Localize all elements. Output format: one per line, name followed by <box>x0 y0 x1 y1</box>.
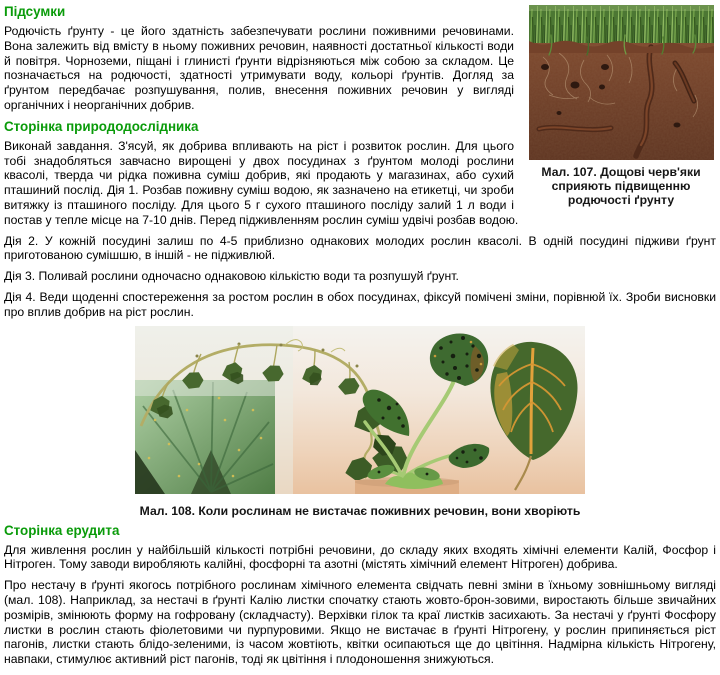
heading-researcher: Сторінка природодослідника <box>4 118 199 134</box>
figure-107 <box>526 5 716 207</box>
action-2-paragraph: Дія 2. У кожній посудині залиш по 4-5 приблизно однакових молодих рослин квасолі. В одній посудині підживи ґрунт приготованою сумішшю, в іншій - не підживлюй. <box>4 233 716 263</box>
figure-108 <box>4 326 716 518</box>
action-4-paragraph: Дія 4. Веди щоденні спостереження за ростом рослин в обох посудинах, фіксуй помічені зміни, порівнюй їх. Зроби висновки про вплив добрив на ріст рослин. <box>4 289 716 319</box>
researcher-intro-paragraph: Виконай завдання. З'ясуй, як добрива впливають на ріст і розвиток рослин. Для цього тобі знадобляться завчасно вирощені у двох посудинах з ґрунтом молоді рослини квасолі, тверда чи рідка поживна суміш добрив, які продають у магазинах, або сухий пташиний послід. Дія 1. Розбав поживну суміш водою, як зазначено на етикетці, чи зроби витяжку із пташиного посліду. Для цього 5 г сухого пташиного посліду залий 1 л води і постав у тепле місце на 7-10 днів. Перед підживленням рослин суміш удвічі розбав водою. <box>4 138 519 227</box>
heading-erudite: Сторінка ерудита <box>4 522 120 538</box>
heading-summary: Підсумки <box>4 4 66 19</box>
figure-108-caption: Мал. 108. Коли рослинам не вистачає поживних речовин, вони хворіють <box>139 503 581 518</box>
grass-layer <box>529 5 714 55</box>
action-3-paragraph: Дія 3. Поливай рослини одночасно однаковою кількістю води та розпушуй ґрунт. <box>4 269 459 284</box>
erudite-paragraph-2: Про нестачу в ґрунті якогось потрібного рослинам хімічного елемента свідчать певні зміни в їхньому зовнішньому вигляді (мал. 108). Наприклад, за нестачі в ґрунті Калію листки спочатку стають жовто-брон-зовими, виростають більше звичайних розмірів, змінюють форму на гофровану (складчасту). Верхівки гілок та краї листків засихають. За нестачі у ґрунті Фосфору листки в рослин стають фіолетовими чи пурпуровими. Якщо не вистачає в ґрунті Нітрогену, у рослин припиняється ріст пагонів, листки стають блідо-зеленими, із часом жовтіють, квітки осипаються ще до цвітіння. Надмірна кількість Нітрогену, навпаки, стимулює активний ріст пагонів, тоді як цвітіння і плодоношення знижуються. <box>4 578 716 667</box>
diseased-plants-photo <box>135 326 585 494</box>
figure-107-caption: Мал. 107. Дощові черв'яки сприяють підвищенню родючості ґрунту <box>541 165 701 207</box>
summary-paragraph: Родючість ґрунту - це його здатність забезпечувати рослини поживними речовинами. Вона залежить від вмісту в ньому поживних речовин, наявності достатньої кількості води й повітря. Чорноземи, піщані і глинисті ґрунти відрізняються між собою за складом. Це позначається на родючості, здатності утримувати воду, кольорі ґрунтів. Догляд за ґрунтом передбачає розпушування, полив, внесення поживних речовин у вигляді органічних і неорганічних добрив. <box>4 24 514 112</box>
soil-earthworms-photo <box>529 5 714 160</box>
erudite-paragraph-1: Для живлення рослин у найбільшій кількості потрібні речовини, до складу яких входять хімічні елементи Калій, Фосфор і Нітроген. Тому заводи виробляють калійні, фосфорні та азотні (містять хімічний елемент Нітроген) добрива. <box>4 542 716 572</box>
